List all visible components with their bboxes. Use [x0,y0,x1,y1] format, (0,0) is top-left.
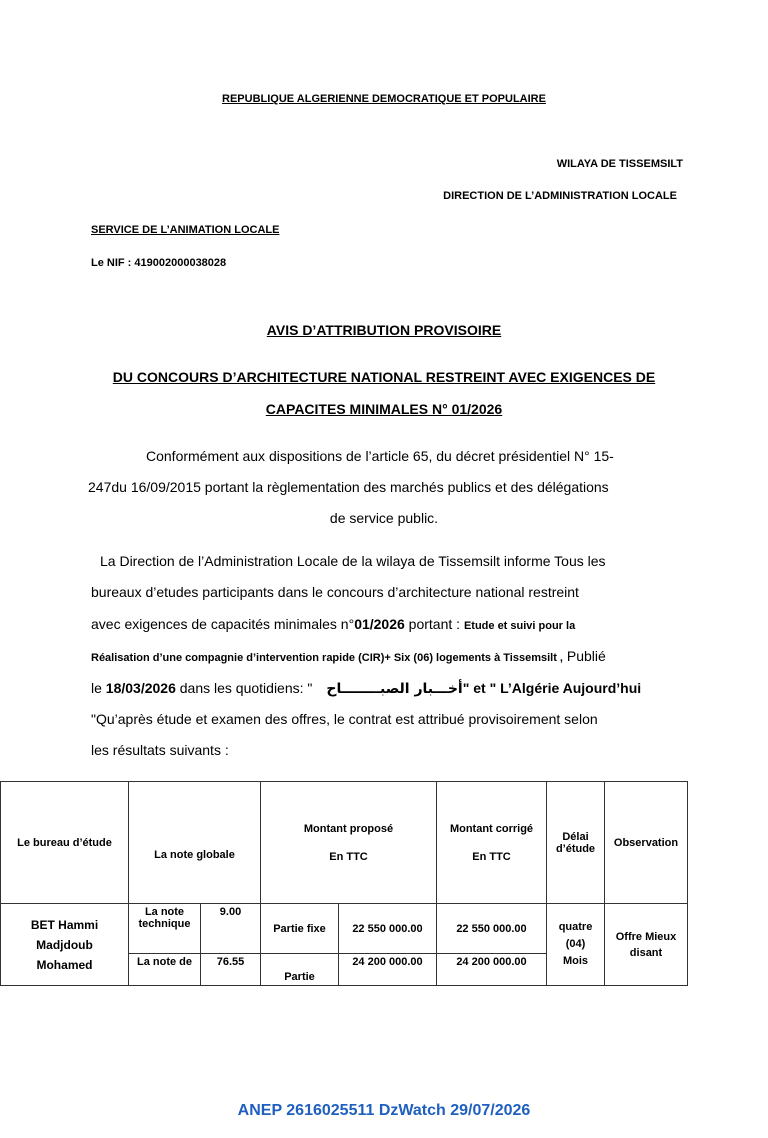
para2-line-3-text: avec exigences de capacités minimales n° [91,616,355,632]
republic-heading: REPUBLIQUE ALGERIENNE DEMOCRATIQUE ET POPULAIRE [222,93,546,105]
direction-heading: DIRECTION DE L’ADMINISTRATION LOCALE [443,190,677,202]
note-de-value: 76.55 [201,954,261,986]
montant-propose-2: 24 200 000.00 [339,954,437,986]
publication-date: 18/03/2026 [105,680,176,696]
header-note-label: La note globale [154,848,235,861]
publie-text: Publié [563,648,606,664]
header-propose-line-2: En TTC [329,850,368,863]
title-line-1: AVIS D’ATTRIBUTION PROVISOIRE [266,322,502,338]
bureau-line-2: Madjdoub [36,937,93,952]
header-montant-corrige [437,782,547,904]
para2-line-7: les résultats suivants : [91,742,229,758]
para2-line-4 [91,641,606,674]
para2-line-5 [91,673,641,705]
observation-line-1: Offre Mieux [615,930,677,943]
footer-reference: ANEP 2616025511 DzWatch 29/07/2026 [237,1102,531,1119]
title-line-3: CAPACITES MINIMALES N° 01/2026 [265,401,503,417]
project-title-start: Etude et suivi pour la [463,620,576,632]
delai-cell [547,904,605,986]
para2-line-1: La Direction de l’Administration Locale de la wilaya de Tissemsilt informe Tous les [100,553,606,569]
note-technique-value: 9.00 [201,904,261,954]
note-technique-label: La note technique [129,904,201,954]
bureau-cell [1,904,129,986]
para2-line-3-portant: portant : [404,616,464,632]
bureau-line-3: Mohamed [36,957,93,972]
header-corrige-line-2: En TTC [472,850,511,863]
montant-corrige-2: 24 200 000.00 [437,954,547,986]
delai-line-1: quatre [558,921,593,933]
header-delai-line-1: Délai [562,830,589,843]
concours-number: 01/2026 [354,616,405,632]
newspaper-french: " et " L’Algérie Aujourd’hui [462,680,642,696]
para2-line-6: "Qu’après étude et examen des offres, le contrat est attribué provisoirement selon [91,711,598,727]
project-title-end: Réalisation d’une compagnie d’intervention rapide (CIR)+ Six (06) logements à Tissemsilt , [91,652,563,664]
title-line-2: DU CONCOURS D’ARCHITECTURE NATIONAL RESTREINT AVEC EXIGENCES DE [112,369,656,385]
header-delai-line-2: d’étude [555,842,596,855]
para1-line-2: 247du 16/09/2015 portant la règlementation des marchés publics et des délégations [88,479,609,495]
results-table [0,781,688,986]
service-heading: SERVICE DE L’ANIMATION LOCALE [91,224,280,236]
header-delai [547,782,605,904]
nif-line: Le NIF : 419002000038028 [91,257,227,269]
wilaya-heading: WILAYA DE TISSEMSILT [556,158,683,170]
para2-line-3 [91,609,575,642]
header-note [129,782,261,904]
newspaper-arabic: أخـــبار الصبــــــــاح [326,681,463,697]
header-propose-line-1: Montant proposé [303,822,394,835]
bureau-line-1: BET Hammi [30,917,99,932]
montant-corrige-fixe: 22 550 000.00 [437,904,547,954]
partie-fixe-label: Partie fixe [261,904,339,954]
para2-line-2: bureaux d’etudes participants dans le concours d’architecture national restreint [91,584,579,600]
header-montant-propose [261,782,437,904]
table-row [1,904,688,954]
montant-propose-fixe: 22 550 000.00 [339,904,437,954]
delai-line-2: (04) [565,938,586,950]
observation-line-2: disant [629,946,663,959]
partie-label: Partie [261,954,339,986]
table-header-row [1,782,688,904]
para2-line-5-quotidiens: dans les quotidiens: " [175,680,313,696]
note-de-label: La note de [129,954,201,986]
para1-line-3: de service public. [329,510,439,526]
header-observation: Observation [605,782,688,904]
para1-line-1: Conformément aux dispositions de l’article 65, du décret présidentiel N° 15- [146,448,614,464]
header-corrige-line-1: Montant corrigé [449,822,534,835]
para2-line-5-le: le [91,680,106,696]
delai-line-3: Mois [562,955,589,967]
observation-cell [605,904,688,986]
header-bureau: Le bureau d’étude [1,782,129,904]
